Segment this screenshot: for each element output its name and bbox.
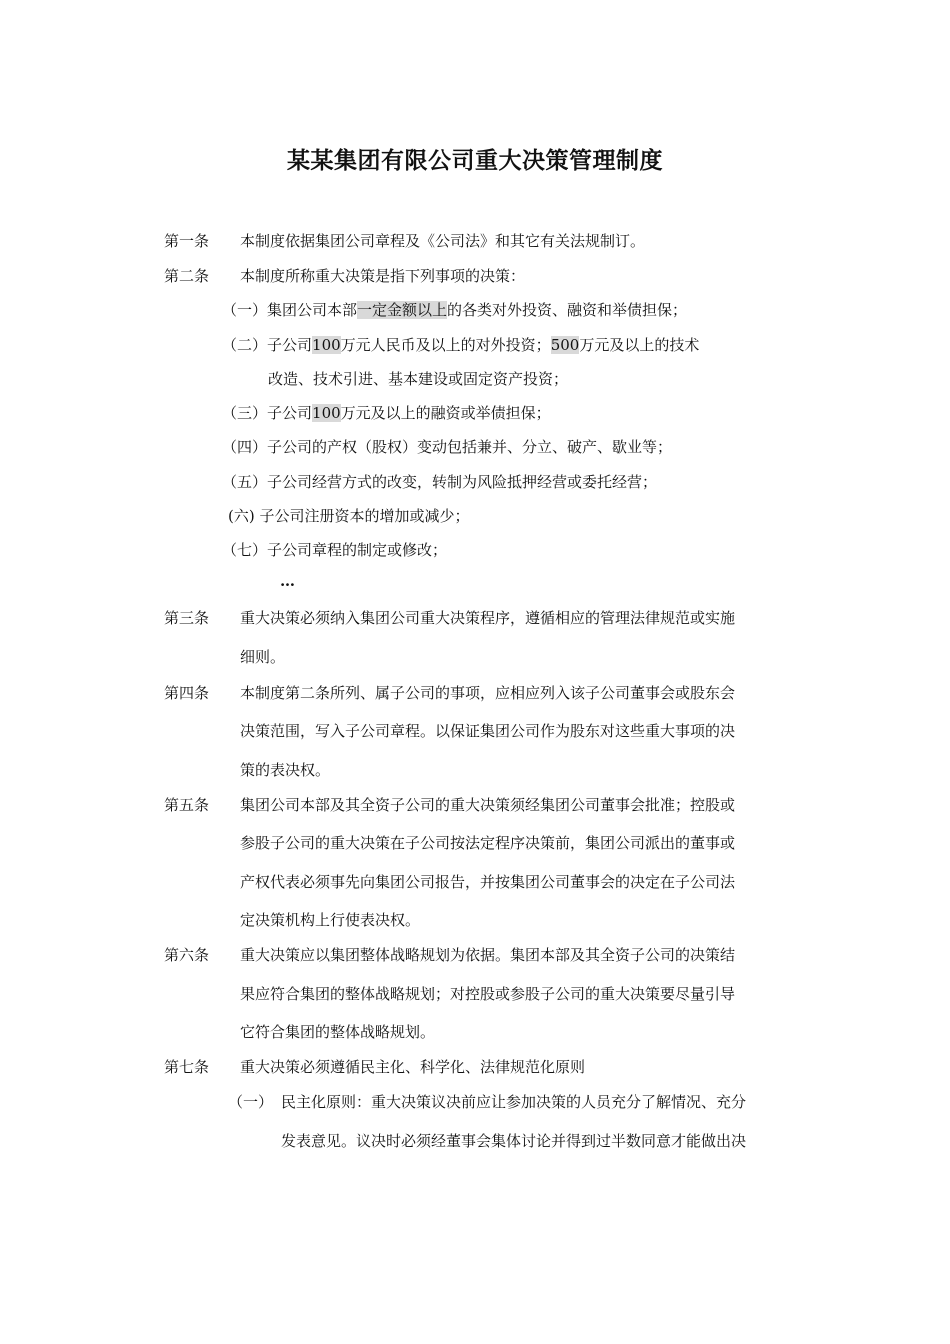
article-3-line-2: 细则。 — [240, 648, 286, 666]
article-6-line-1: 重大决策应以集团整体战略规划为依据。集团本部及其全资子公司的决策结 — [240, 946, 736, 964]
item-text: 万元及以上的技术 — [579, 336, 700, 354]
article-2-item-7 — [222, 539, 447, 561]
item-text: 子公司 — [267, 404, 313, 422]
item-number: （一） — [222, 301, 268, 319]
article-4-label: 第四条 — [164, 684, 210, 702]
article-2-item-2 — [222, 334, 699, 356]
article-2-item-2-continued: 改造、技术引进、基本建设或固定资产投资； — [268, 370, 569, 388]
article-1-label: 第一条 — [164, 232, 210, 250]
article-5-line-3: 产权代表必须事先向集团公司报告，并按集团公司董事会的决定在子公司法 — [240, 873, 736, 891]
highlighted-text: 500 — [550, 336, 580, 354]
item-number: （三） — [222, 404, 268, 422]
item-text: 集团公司本部 — [267, 301, 358, 319]
article-2-label: 第二条 — [164, 267, 210, 285]
item-text: 万元及以上的融资或举债担保； — [340, 404, 551, 422]
item-number: (六) — [228, 507, 255, 525]
article-7-intro: 重大决策必须遵循民主化、科学化、法律规范化原则 — [240, 1058, 586, 1076]
article-3-line-1: 重大决策必须纳入集团公司重大决策程序，遵循相应的管理法律规范或实施 — [240, 609, 736, 627]
item-text: 的各类对外投资、融资和举债担保； — [447, 301, 688, 319]
article-2-item-5 — [222, 471, 657, 493]
item-text: 子公司章程的制定或修改； — [267, 541, 448, 559]
article-2-intro: 本制度所称重大决策是指下列事项的决策： — [240, 267, 526, 285]
article-4-line-2: 决策范围，写入子公司章程。以保证集团公司作为股东对这些重大事项的决 — [240, 722, 736, 740]
item-number: （五） — [222, 473, 268, 491]
highlighted-text: 100 — [312, 336, 341, 354]
item-text: 子公司 — [267, 336, 313, 354]
article-5-line-4: 定决策机构上行使表决权。 — [240, 911, 421, 929]
article-1-text: 本制度依据集团公司章程及《公司法》和其它有关法规制订。 — [240, 232, 646, 250]
document-title: 某某集团有限公司重大决策管理制度 — [287, 148, 663, 174]
article-2-item-6 — [228, 505, 470, 527]
article-2-item-4 — [222, 436, 672, 458]
article-6-line-2: 果应符合集团的整体战略规划；对控股或参股子公司的重大决策要尽量引导 — [240, 985, 736, 1003]
article-6-label: 第六条 — [164, 946, 210, 964]
article-5-line-2: 参股子公司的重大决策在子公司按法定程序决策前，集团公司派出的董事或 — [240, 834, 736, 852]
highlighted-text: 一定金额以上 — [357, 301, 448, 319]
item-text: 子公司注册资本的增加或减少； — [259, 507, 470, 525]
article-7-label: 第七条 — [164, 1058, 210, 1076]
article-7-item-1-number: （一） — [228, 1093, 274, 1111]
article-7-item-1-line-1: 民主化原则：重大决策议决前应让参加决策的人员充分了解情况、充分 — [281, 1093, 747, 1111]
item-text: 万元人民币及以上的对外投资； — [340, 336, 551, 354]
article-6-line-3: 它符合集团的整体战略规划。 — [240, 1023, 436, 1041]
item-text: 子公司的产权（股权）变动包括兼并、分立、破产、歇业等； — [267, 438, 673, 456]
item-number: （七） — [222, 541, 268, 559]
item-text: 子公司经营方式的改变，转制为风险抵押经营或委托经营； — [267, 473, 658, 491]
article-2-item-3 — [222, 402, 551, 424]
item-number: （二） — [222, 336, 268, 354]
article-5-line-1: 集团公司本部及其全资子公司的重大决策须经集团公司董事会批准；控股或 — [240, 796, 736, 814]
article-7-item-1-line-2: 发表意见。议决时必须经董事会集体讨论并得到过半数同意才能做出决 — [281, 1132, 747, 1150]
article-4-line-1: 本制度第二条所列、属子公司的事项，应相应列入该子公司董事会或股东会 — [240, 684, 736, 702]
item-number: （四） — [222, 438, 268, 456]
ellipsis: … — [280, 572, 295, 590]
article-4-line-3: 策的表决权。 — [240, 761, 331, 779]
article-2-item-1 — [222, 299, 687, 321]
highlighted-text: 100 — [312, 404, 341, 422]
article-3-label: 第三条 — [164, 609, 210, 627]
article-5-label: 第五条 — [164, 796, 210, 814]
